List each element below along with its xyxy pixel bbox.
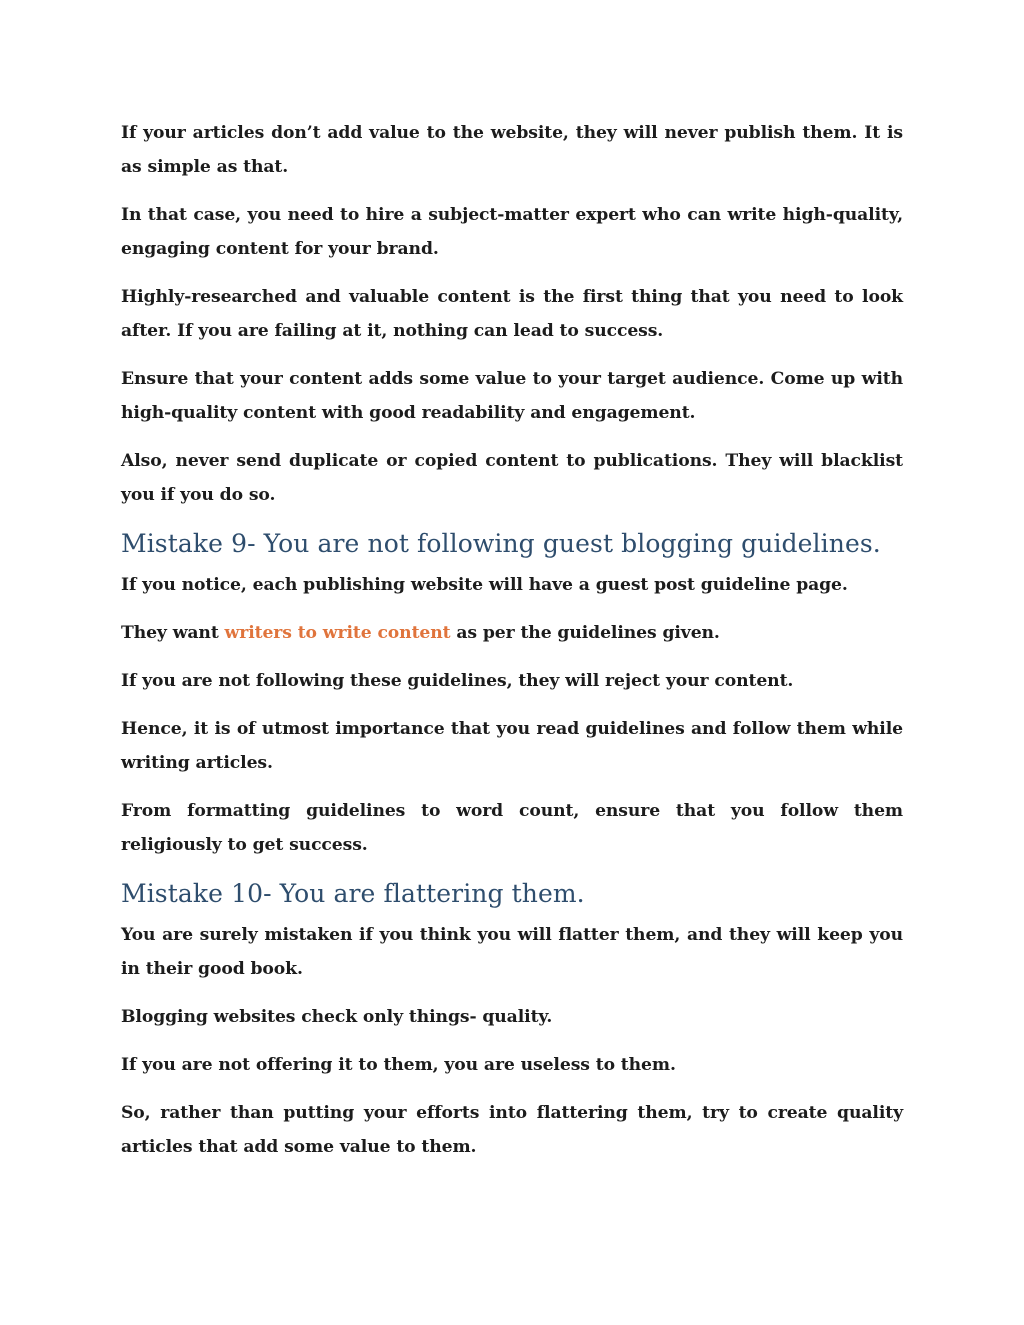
paragraph-rather-than: So, rather than putting your efforts into flattering them, try to create quality articles that add some value to them. [121, 1103, 903, 1157]
paragraph-researched-content: Highly-researched and valuable content is the first thing that you need to look after. If you are failing at it, nothing can lead to success. [121, 287, 903, 341]
paragraph-duplicate-content: Also, never send duplicate or copied content to publications. They will blacklist you if you do so. [121, 451, 903, 505]
paragraph-read-guidelines: Hence, it is of utmost importance that you read guidelines and follow them while writing articles. [121, 719, 903, 773]
heading-mistake-9: Mistake 9- You are not following guest blogging guidelines. [121, 529, 881, 558]
paragraph-flatter: You are surely mistaken if you think you will flatter them, and they will keep you in their good book. [121, 925, 903, 979]
document-page [121, 116, 903, 1178]
paragraph-useless: If you are not offering it to them, you are useless to them. [121, 1055, 676, 1075]
paragraph-target-audience: Ensure that your content adds some value to your target audience. Come up with high-quality content with good readability and engagement. [121, 369, 903, 423]
writers-content-link[interactable]: writers to write content [224, 623, 451, 643]
paragraph-writers-link [121, 616, 903, 650]
paragraph-guideline-page: If you notice, each publishing website will have a guest post guideline page. [121, 575, 848, 595]
paragraph-reject-content: If you are not following these guidelines, they will reject your content. [121, 671, 794, 691]
paragraph-text-before-link: They want [121, 623, 225, 643]
paragraph-formatting: From formatting guidelines to word count, ensure that you follow them religiously to get success. [121, 801, 903, 855]
paragraph-value: If your articles don’t add value to the website, they will never publish them. It is as simple as that. [121, 123, 903, 177]
paragraph-hire-expert: In that case, you need to hire a subject-matter expert who can write high-quality, engaging content for your brand. [121, 205, 903, 259]
heading-mistake-10: Mistake 10- You are flattering them. [121, 879, 585, 908]
paragraph-text-after-link: as per the guidelines given. [450, 623, 720, 643]
paragraph-quality-check: Blogging websites check only things- quality. [121, 1007, 553, 1027]
